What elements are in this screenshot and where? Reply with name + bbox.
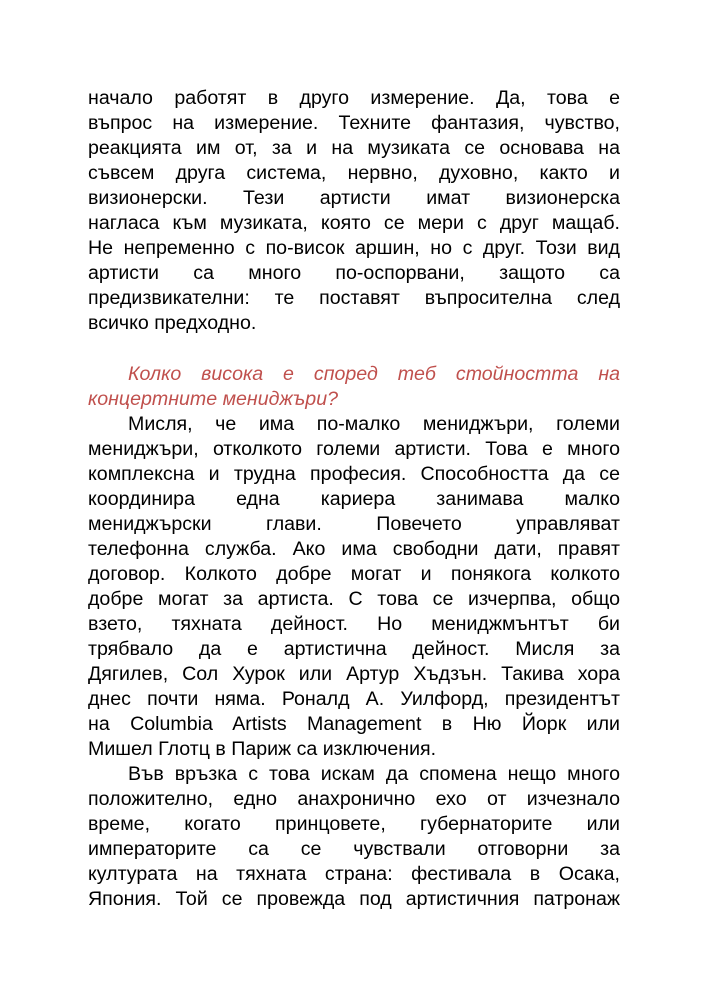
text-line: мениджъри, отколкото големи артисти. Това е много bbox=[88, 438, 620, 460]
text-line: съвсем друга система, нервно, духовно, както и bbox=[88, 162, 620, 184]
text-line: артисти са много по-оспорвани, защото са bbox=[88, 262, 620, 284]
text-line: начало работят в друго измерение. Да, това е bbox=[88, 87, 620, 109]
text-line: Япония. Той се провежда под артистичния патронаж bbox=[88, 888, 620, 910]
text-line: въпрос на измерение. Техните фантазия, чувство, bbox=[88, 112, 620, 134]
text-line: всичко предходно. bbox=[88, 312, 257, 334]
text-line: императорите са се чувствали отговорни за bbox=[88, 838, 620, 860]
text-line: днес почти няма. Роналд А. Уилфорд, президентът bbox=[88, 688, 620, 710]
text-line: мениджърски глави. Повечето управляват bbox=[88, 513, 620, 535]
paragraph-spacer bbox=[88, 336, 620, 362]
answer-paragraph bbox=[88, 762, 620, 912]
text-line: добре могат за артиста. С това се изчерпва, общо bbox=[88, 588, 620, 610]
text-line: Не непременно с по-висок аршин, но с друг. Този вид bbox=[88, 237, 620, 259]
text-line: координира една кариера занимава малко bbox=[88, 488, 620, 510]
text-line: Във връзка с това искам да спомена нещо много bbox=[128, 763, 620, 785]
text-line: положително, едно анахронично ехо от изчезнало bbox=[88, 788, 620, 810]
text-line: Дягилев, Сол Хурок или Артур Хъдзън. Такива хора bbox=[88, 663, 620, 685]
question-line: Колко висока е според теб стойността на bbox=[128, 363, 620, 385]
interview-question bbox=[88, 362, 620, 412]
text-line: на Columbia Artists Management в Ню Йорк или bbox=[88, 713, 620, 735]
text-line: визионерски. Тези артисти имат визионерска bbox=[88, 187, 620, 209]
paragraph-continuation bbox=[88, 86, 620, 336]
answer-paragraph bbox=[88, 412, 620, 762]
text-line: телефонна служба. Ако има свободни дати, правят bbox=[88, 538, 620, 560]
text-line: Мисля, че има по-малко мениджъри, големи bbox=[128, 413, 620, 435]
text-line: време, когато принцовете, губернаторите или bbox=[88, 813, 620, 835]
text-line: нагласа към музиката, която се мери с друг мащаб. bbox=[88, 212, 620, 234]
question-line: концертните мениджъри? bbox=[88, 388, 338, 410]
text-line: предизвикателни: те поставят въпросителна след bbox=[88, 287, 620, 309]
text-line: взето, тяхната дейност. Но мениджмънтът би bbox=[88, 613, 620, 635]
text-line: трябвало да е артистична дейност. Мисля за bbox=[88, 638, 620, 660]
text-line: Мишел Глотц в Париж са изключения. bbox=[88, 738, 437, 760]
document-body bbox=[88, 86, 620, 912]
text-line: реакцията им от, за и на музиката се основава на bbox=[88, 137, 620, 159]
text-line: културата на тяхната страна: фестивала в Осака, bbox=[88, 863, 620, 885]
text-line: комплексна и трудна професия. Способността да се bbox=[88, 463, 620, 485]
text-line: договор. Колкото добре могат и понякога колкото bbox=[88, 563, 620, 585]
